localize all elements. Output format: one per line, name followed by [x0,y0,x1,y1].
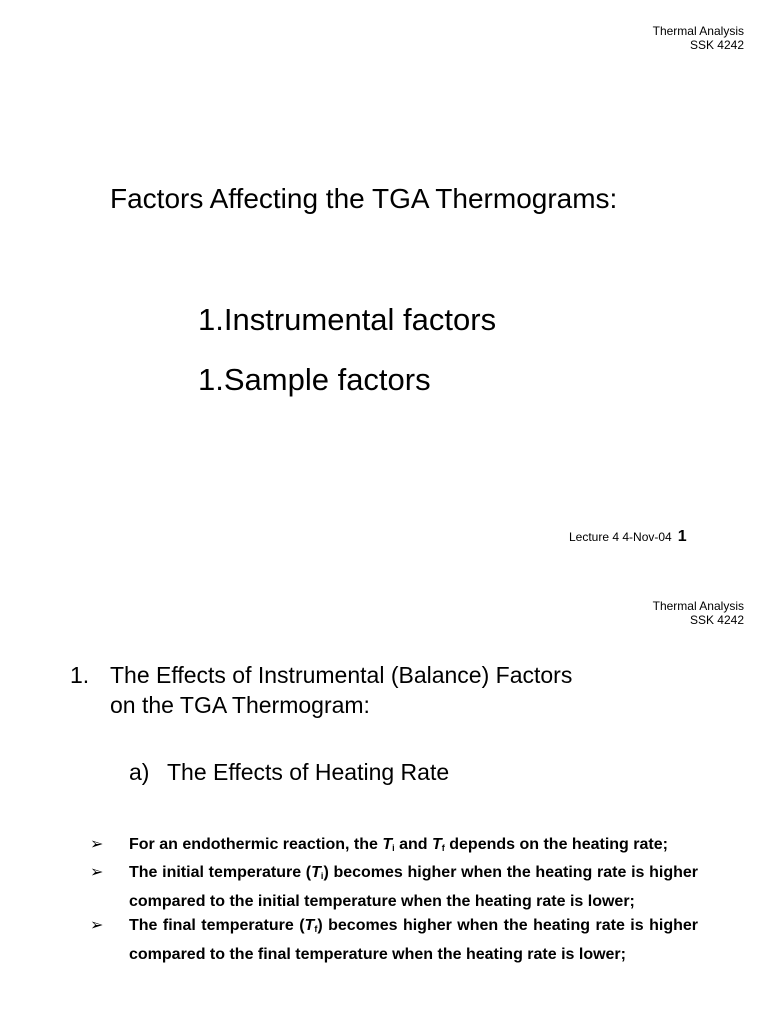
subheading-label: a) [129,759,150,785]
slide1-footer [569,528,687,546]
header-course-code: SSK 4242 [689,613,744,627]
slide1-title: Factors Affecting the TGA Thermograms: [110,183,618,214]
subscript: f [441,843,445,853]
temperature-symbol: T [304,917,315,934]
bullet-text [129,913,698,967]
temperature-symbol: T [311,864,321,881]
slide1-item-instrumental: 1.Instrumental factors [198,302,497,337]
bullet-text-part: depends on the heating rate; [444,836,668,853]
list-item [90,860,698,914]
bullet-text-part: ) becomes higher when the heating rate is higher compared to the initial temperature when the heating rate is lower; [129,864,698,910]
subheading-text: The Effects of Heating Rate [167,759,450,785]
subscript: i [392,843,395,853]
arrow-bullet-icon: ➢ [90,836,104,853]
bullet-text [129,832,698,861]
bullet-text [129,860,698,914]
arrow-bullet-icon: ➢ [90,864,104,881]
list-item [90,832,698,861]
bullet-text-part: The initial temperature ( [129,864,312,881]
bullet-text-part: and [394,836,433,853]
heading-text [110,660,572,720]
footer-lecture-date: Lecture 4 4-Nov-04 [569,530,672,544]
list-item [90,913,698,967]
heading-line-1: The Effects of Instrumental (Balance) Factors [110,662,573,688]
header-course-title: Thermal Analysis [652,599,744,613]
bullet-text-part: The final temperature ( [129,917,305,934]
subscript: f [314,924,318,934]
header-course-code: SSK 4242 [689,38,744,52]
bullet-text-part: For an endothermic reaction, the [129,836,383,853]
arrow-bullet-icon: ➢ [90,917,104,934]
slide2-header [653,599,744,627]
heading-line-2: on the TGA Thermogram: [110,692,370,718]
header-course-title: Thermal Analysis [652,24,744,38]
slide1-item-sample: 1.Sample factors [198,362,431,397]
bullet-text-part: ) becomes higher when the heating rate is higher compared to the final temperature when the heating rate is lower; [129,917,699,963]
page-number: 1 [677,528,687,545]
heading-number: 1. [70,662,90,688]
temperature-symbol: T [432,836,442,853]
slide2-subheading [129,759,449,786]
bullet-list [90,832,698,966]
temperature-symbol: T [382,836,393,853]
subscript: i [320,871,324,881]
slide1-header [653,24,744,52]
